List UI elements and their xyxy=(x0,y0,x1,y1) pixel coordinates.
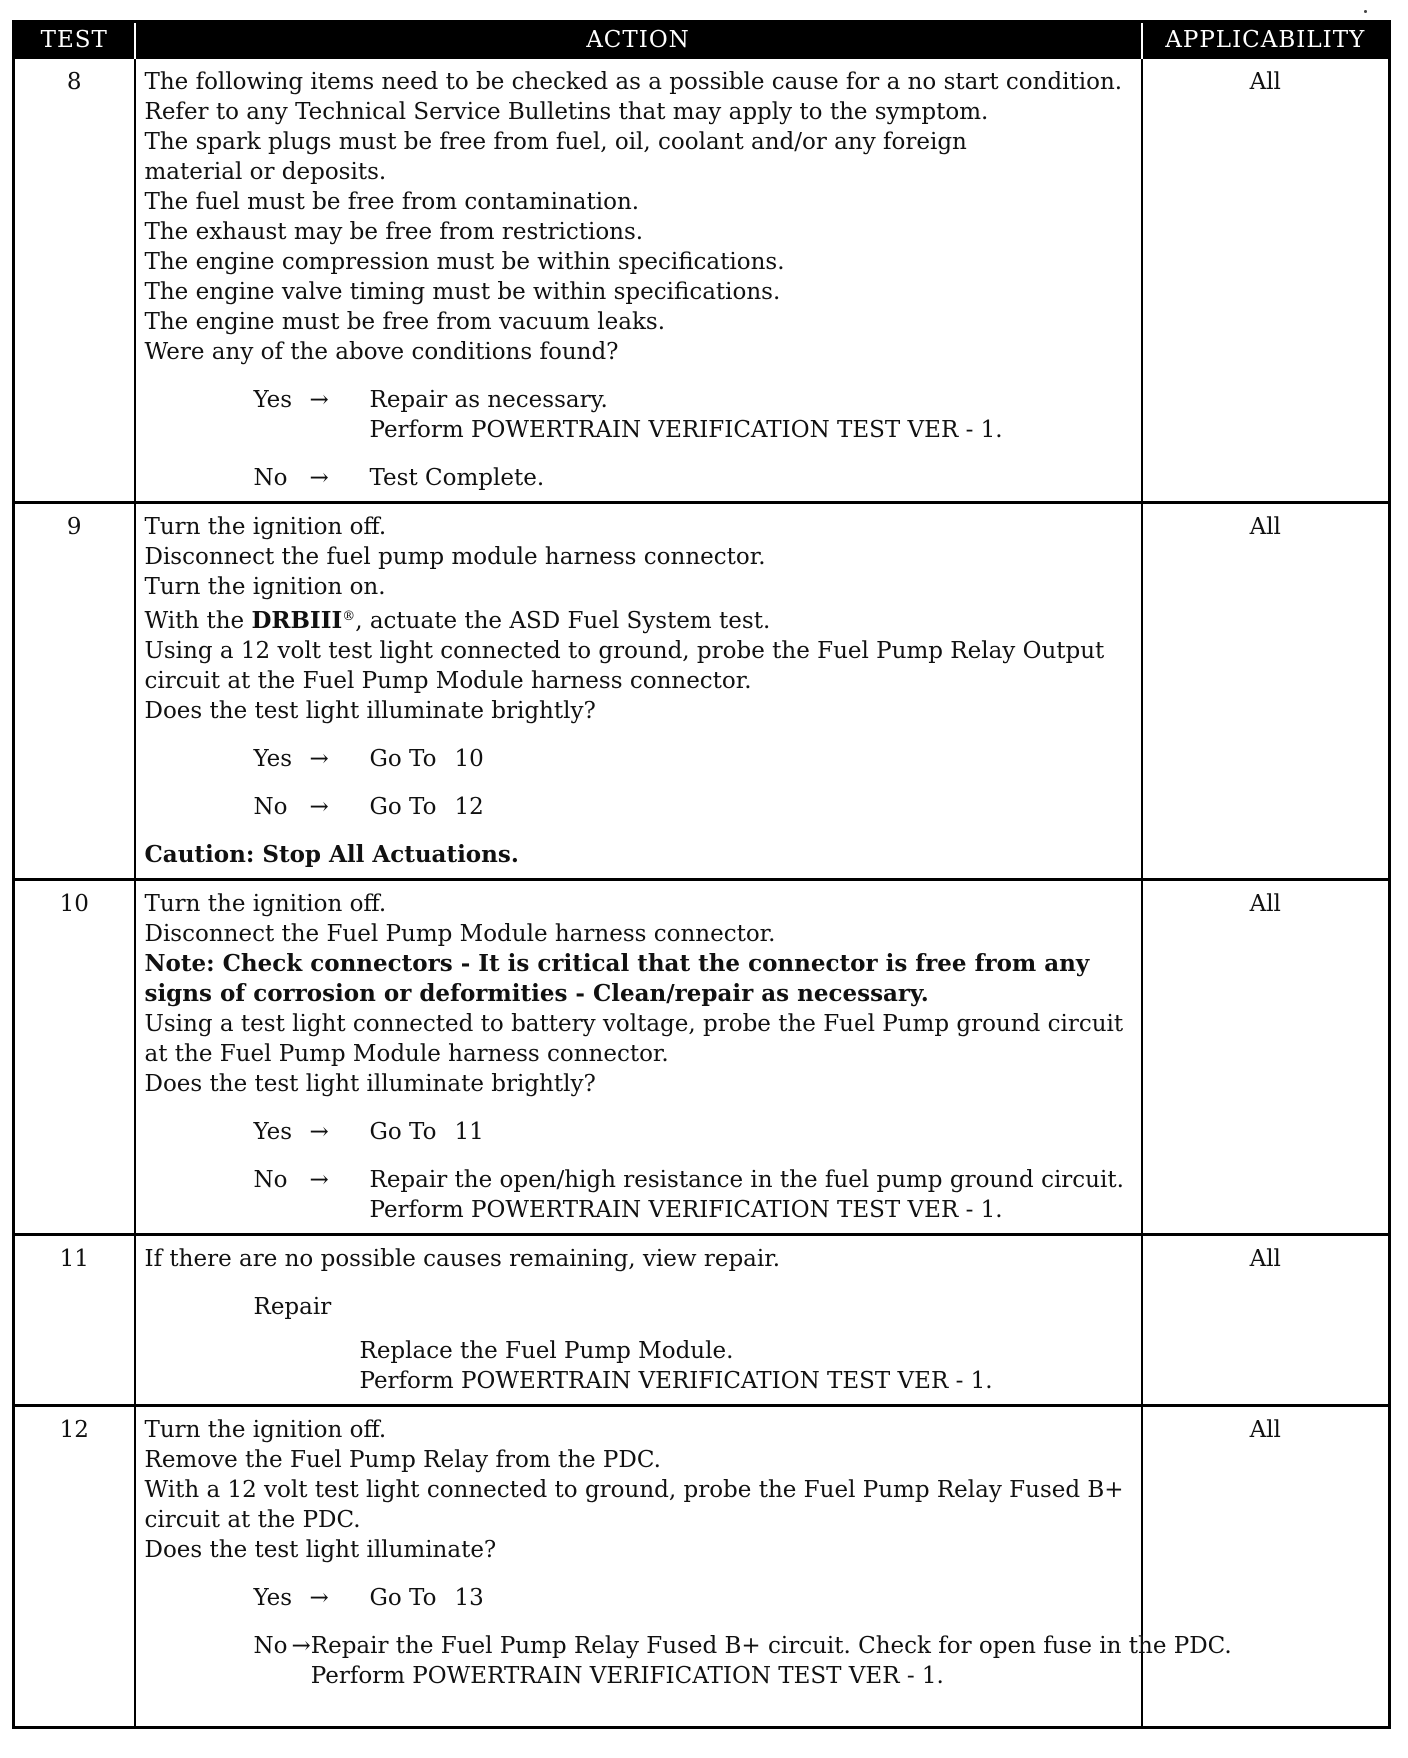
applicability-cell: All xyxy=(1142,880,1390,1235)
no-branch xyxy=(254,1165,1133,1225)
branch-result: Perform POWERTRAIN VERIFICATION TEST VER - 1. xyxy=(310,1663,944,1689)
goto-label: Go To xyxy=(369,1585,437,1611)
repair-instructions xyxy=(360,1336,1133,1396)
goto-label: Go To xyxy=(369,1119,437,1145)
arrow-icon: → xyxy=(291,1633,311,1659)
header-action: ACTION xyxy=(135,22,1142,59)
yes-branch xyxy=(254,385,1133,445)
drb-prefix: With the xyxy=(144,608,252,634)
branch-result: Perform POWERTRAIN VERIFICATION TEST VER - 1. xyxy=(369,417,1003,443)
no-label: No xyxy=(253,465,288,491)
action-line: Using a test light connected to battery voltage, probe the Fuel Pump ground circuit at the Fuel Pump Module harness connector. xyxy=(144,1011,1124,1067)
action-line: The exhaust may be free from restrictions. xyxy=(144,219,644,245)
registered-mark: ® xyxy=(342,609,356,624)
test-number: 9 xyxy=(14,503,135,880)
applicability-cell: All xyxy=(1142,1406,1390,1728)
branch-result: Repair the open/high resistance in the fuel pump ground circuit. xyxy=(369,1167,1124,1193)
goto-number: 10 xyxy=(454,746,484,772)
yes-label: Yes xyxy=(253,1119,293,1145)
action-line: The following items need to be checked as a possible cause for a no start condition. xyxy=(144,69,1123,95)
diagnostic-test-table xyxy=(12,20,1391,1729)
no-label: No xyxy=(253,1167,288,1193)
drb-tool-name: DRBIII xyxy=(251,607,343,634)
drb-suffix: , actuate the ASD Fuel System test. xyxy=(355,608,771,634)
action-line: Disconnect the Fuel Pump Module harness connector. xyxy=(144,921,776,947)
test-number: 12 xyxy=(14,1406,135,1728)
arrow-icon: → xyxy=(309,746,329,772)
arrow-icon: → xyxy=(309,1119,329,1145)
action-line: Turn the ignition off. xyxy=(144,1417,387,1443)
no-label: No xyxy=(253,794,288,820)
test-number: 11 xyxy=(14,1235,135,1406)
action-line: If there are no possible causes remaining, view repair. xyxy=(144,1246,781,1272)
branch-result: Test Complete. xyxy=(369,465,545,491)
applicability-cell: All xyxy=(1142,58,1390,503)
page-dot-mark xyxy=(1364,10,1367,13)
table-row xyxy=(14,1235,1390,1406)
action-line: The engine compression must be within specifications. xyxy=(144,249,785,275)
action-line: The engine must be free from vacuum leaks. xyxy=(144,309,666,335)
branch-result: Repair the Fuel Pump Relay Fused B+ circuit. Check for open fuse in the PDC. xyxy=(310,1633,1232,1659)
header-applicability: APPLICABILITY xyxy=(1142,22,1390,59)
action-line: The spark plugs must be free from fuel, oil, coolant and/or any foreign material or deposits. xyxy=(144,129,967,185)
arrow-icon: → xyxy=(309,1167,329,1193)
action-line: Were any of the above conditions found? xyxy=(144,339,619,365)
repair-line: Perform POWERTRAIN VERIFICATION TEST VER - 1. xyxy=(359,1368,993,1394)
action-line: Does the test light illuminate brightly? xyxy=(144,1071,596,1097)
goto-number: 13 xyxy=(454,1585,484,1611)
table-row xyxy=(14,58,1390,503)
table-row xyxy=(14,880,1390,1235)
applicability-cell: All xyxy=(1142,1235,1390,1406)
arrow-icon: → xyxy=(309,465,329,491)
action-line: Refer to any Technical Service Bulletins that may apply to the symptom. xyxy=(144,99,989,125)
action-cell xyxy=(135,58,1142,503)
action-cell xyxy=(135,880,1142,1235)
repair-label: Repair xyxy=(253,1294,332,1320)
action-line: Using a 12 volt test light connected to ground, probe the Fuel Pump Relay Output circuit at the Fuel Pump Module harness connector. xyxy=(144,638,1105,694)
yes-label: Yes xyxy=(253,746,293,772)
header-test: TEST xyxy=(14,22,135,59)
yes-branch xyxy=(254,1117,1133,1147)
action-line: The engine valve timing must be within specifications. xyxy=(144,279,781,305)
goto-label: Go To xyxy=(369,794,437,820)
action-line: The fuel must be free from contamination. xyxy=(144,189,640,215)
action-line-drb xyxy=(145,602,1133,636)
no-branch xyxy=(254,463,1133,493)
no-branch xyxy=(254,792,1133,822)
no-label: No xyxy=(253,1633,288,1659)
test-number: 10 xyxy=(14,880,135,1235)
yes-label: Yes xyxy=(253,387,293,413)
action-cell xyxy=(135,503,1142,880)
action-line: Does the test light illuminate? xyxy=(144,1537,497,1563)
action-line: Turn the ignition off. xyxy=(144,891,387,917)
caution-note: Caution: Stop All Actuations. xyxy=(144,841,519,868)
repair-line: Replace the Fuel Pump Module. xyxy=(359,1338,734,1364)
goto-label: Go To xyxy=(369,746,437,772)
table-row xyxy=(14,503,1390,880)
applicability-cell: All xyxy=(1142,503,1390,880)
branch-result: Repair as necessary. xyxy=(369,387,608,413)
arrow-icon: → xyxy=(309,387,329,413)
yes-branch xyxy=(254,1583,1133,1613)
table-header xyxy=(14,22,1390,59)
action-line: Does the test light illuminate brightly? xyxy=(144,698,596,724)
action-line: Turn the ignition on. xyxy=(144,574,386,600)
arrow-icon: → xyxy=(309,794,329,820)
action-line: Remove the Fuel Pump Relay from the PDC. xyxy=(144,1447,661,1473)
test-number: 8 xyxy=(14,58,135,503)
action-cell xyxy=(135,1235,1142,1406)
goto-number: 12 xyxy=(454,794,484,820)
yes-label: Yes xyxy=(253,1585,293,1611)
table-row xyxy=(14,1406,1390,1728)
arrow-icon: → xyxy=(309,1585,329,1611)
action-cell xyxy=(135,1406,1232,1728)
connector-note: Note: Check connectors - It is critical that the connector is free from any signs of corrosion or deformities - Clean/repair as necessary. xyxy=(144,950,1090,1007)
action-line: Turn the ignition off. xyxy=(144,514,387,540)
no-branch xyxy=(253,1631,1232,1691)
action-line: With a 12 volt test light connected to ground, probe the Fuel Pump Relay Fused B+ circuit at the PDC. xyxy=(144,1477,1124,1533)
branch-result: Perform POWERTRAIN VERIFICATION TEST VER - 1. xyxy=(369,1197,1003,1223)
goto-number: 11 xyxy=(454,1119,484,1145)
action-line: Disconnect the fuel pump module harness connector. xyxy=(144,544,766,570)
yes-branch xyxy=(254,744,1133,774)
